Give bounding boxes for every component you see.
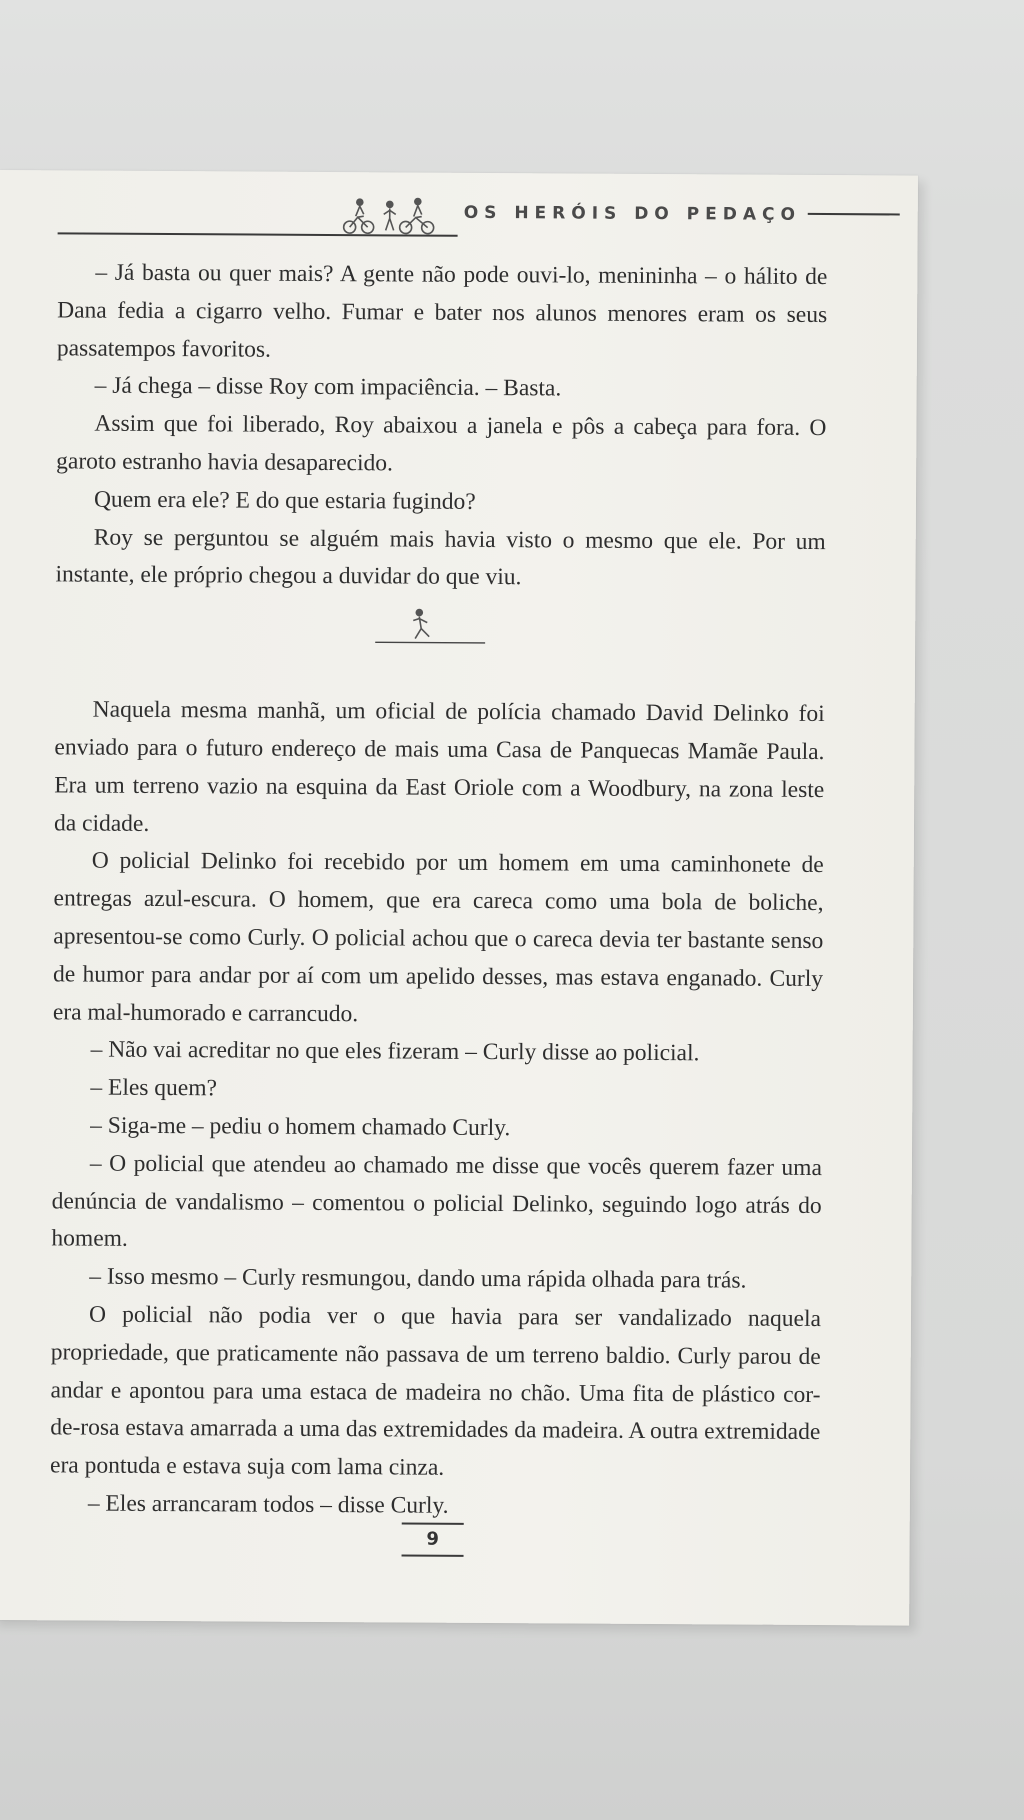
paragraph: Assim que foi liberado, Roy abaixou a janela e pôs a cabeça para fora. O garoto estranho havia desaparecido. xyxy=(56,410,827,477)
paragraph: – Não vai acreditar no que eles fizeram – Curly disse ao policial. xyxy=(90,1036,700,1067)
header-rule-right xyxy=(808,213,900,216)
paragraph: – Siga-me – pediu o homem chamado Curly. xyxy=(90,1112,511,1142)
paragraph: O policial Delinko foi recebido por um homem em uma caminhonete de entregas azul-escura. O homem, que era careca como uma bola de boliche, apresentou-se como Curly. O policial achou que o careca devia ter bastante senso de humor para andar por aí com um apelido desses, mas estava enganado. Curly era mal-humorado e carrancudo. xyxy=(52,847,824,1027)
page-number-rule-top xyxy=(402,1522,464,1524)
paragraph: – Já chega – disse Roy com impaciência. – Basta. xyxy=(94,372,562,402)
running-header xyxy=(58,184,900,249)
section-separator xyxy=(55,595,826,697)
paragraph: Roy se perguntou se alguém mais havia visto o mesmo que ele. Por um instante, ele próprio chegou a duvidar do que viu. xyxy=(55,524,826,591)
page-number: 9 xyxy=(426,1528,439,1550)
paragraph: Naquela mesma manhã, um oficial de polícia chamado David Delinko foi enviado para o futuro endereço de mais uma Casa de Panquecas Mamãe Paula. Era um terreno vazio na esquina da East Oriole com a Woodbury, na zona leste da cidade. xyxy=(53,696,825,837)
running-boy-icon xyxy=(375,606,505,647)
page-number-block xyxy=(402,1522,464,1558)
paragraph: – Isso mesmo – Curly resmungou, dando uma rápida olhada para trás. xyxy=(89,1263,747,1294)
paragraph: O policial não podia ver o que havia para ser vandalizado naquela propriedade, que praticamente não passava de um terreno baldio. Curly parou de andar e apontou para uma estaca de madeira no chão. Uma fita de plástico cor-de-rosa estava amarrada a uma das extremidades da madeira. A outra extremidade era pontuda e estava suja com lama cinza. xyxy=(50,1301,822,1481)
book-page xyxy=(0,170,918,1626)
cyclists-runner-icon xyxy=(336,190,446,237)
header-title: OS HERÓIS DO PEDAÇO xyxy=(463,202,802,225)
paragraph: – Eles arrancaram todos – disse Curly. xyxy=(87,1490,449,1519)
paragraph: – O policial que atendeu ao chamado me disse que vocês querem fazer uma denúncia de vandalismo – comentou o policial Delinko, seguindo logo atrás do homem. xyxy=(51,1150,822,1253)
paragraph: – Eles quem? xyxy=(90,1074,218,1102)
paragraph: Quem era ele? E do que estaria fugindo? xyxy=(93,486,476,515)
paragraph: – Já basta ou quer mais? A gente não pode ouvi-lo, menininha – o hálito de Dana fedia a cigarro velho. Fumar e bater nos alunos menores eram os seus passatempos favoritos. xyxy=(56,259,828,363)
page-number-rule-bottom xyxy=(402,1554,464,1556)
body-text xyxy=(50,254,828,1527)
